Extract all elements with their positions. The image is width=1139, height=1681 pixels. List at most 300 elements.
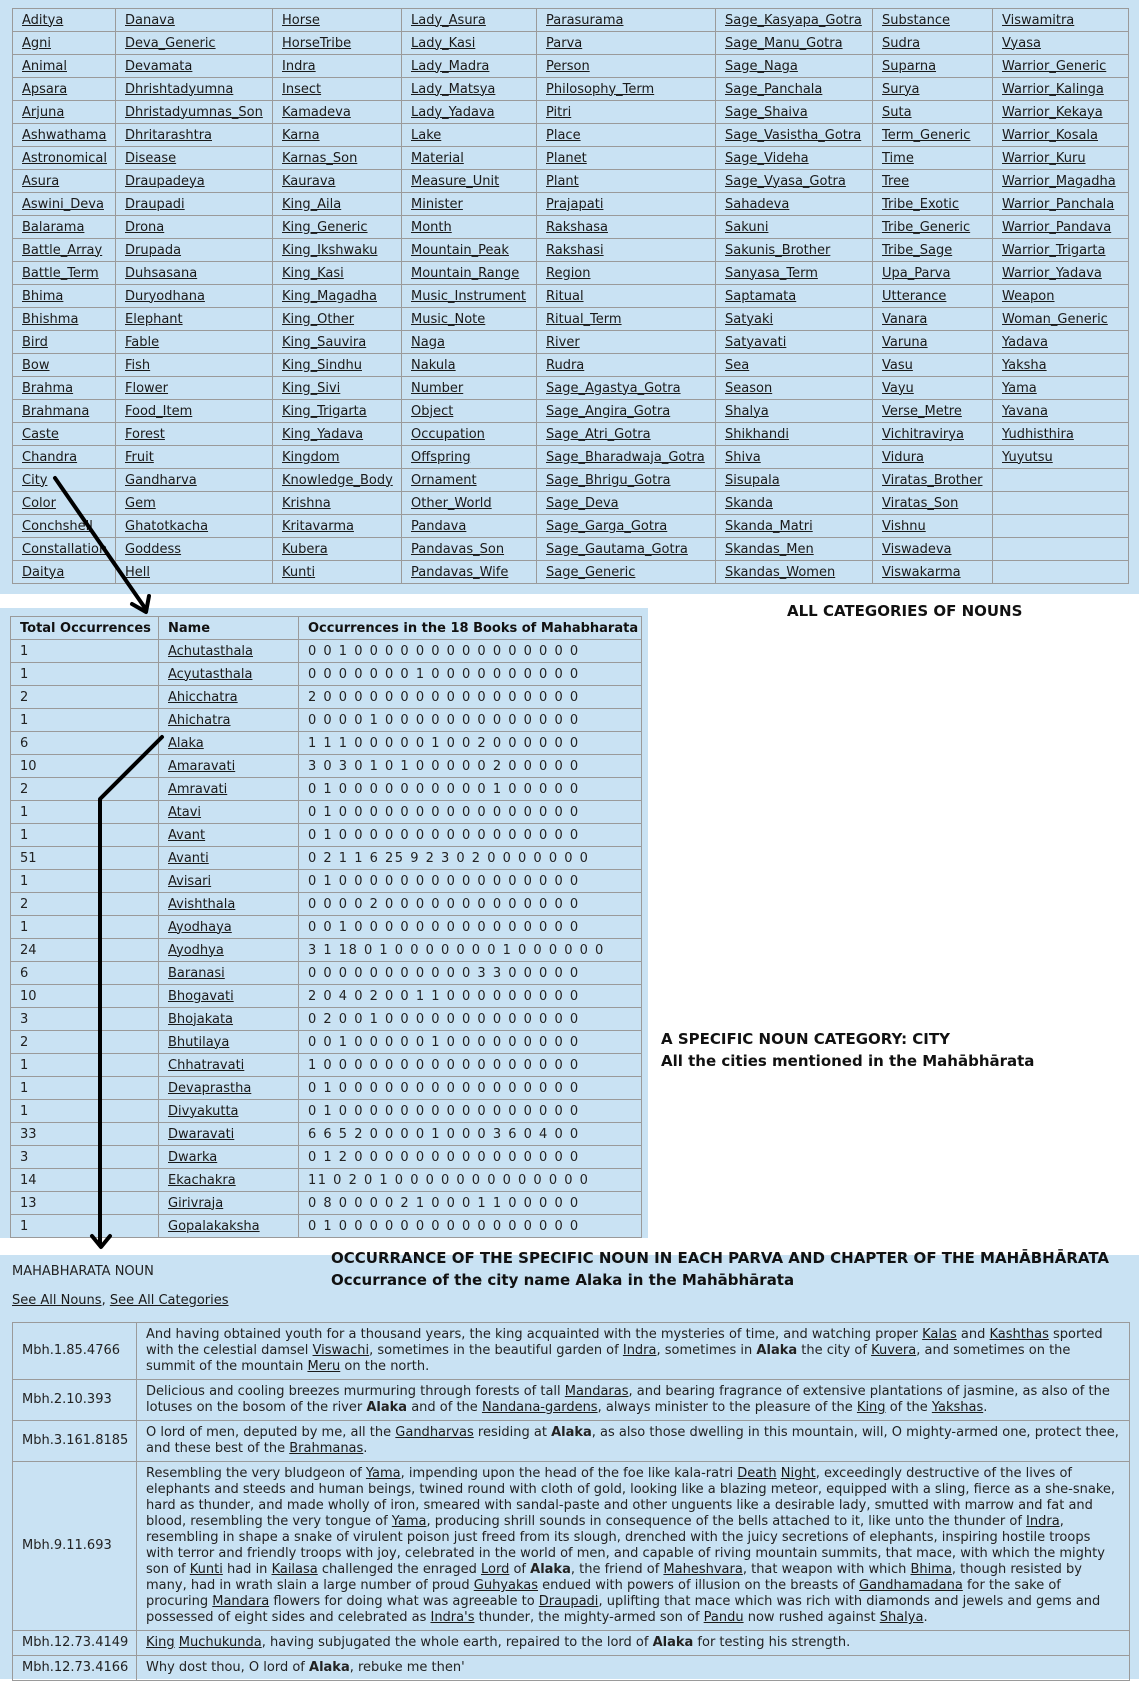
category-link[interactable]: Yama: [1002, 380, 1037, 396]
noun-link[interactable]: Guhyakas: [473, 1578, 539, 1593]
category-link[interactable]: Sage_Shaiva: [725, 104, 808, 120]
category-link[interactable]: Disease: [125, 150, 177, 166]
city-name-link[interactable]: Dwarka: [168, 1149, 218, 1165]
category-link[interactable]: Lady_Asura: [411, 12, 486, 28]
city-name-link[interactable]: Bhutilaya: [168, 1034, 230, 1050]
category-link[interactable]: Skanda_Matri: [725, 518, 813, 534]
city-name-link[interactable]: Ahicchatra: [168, 689, 238, 705]
noun-link[interactable]: Gandhamadana: [859, 1578, 963, 1593]
city-total: 3: [11, 1008, 159, 1031]
city-name-link[interactable]: Avisari: [168, 873, 212, 889]
noun-link[interactable]: Death: [737, 1466, 777, 1481]
category-link[interactable]: Minister: [411, 196, 463, 212]
category-link[interactable]: Sage_Kasyapa_Gotra: [725, 12, 862, 28]
city-name-link[interactable]: Girivraja: [168, 1195, 224, 1211]
category-link[interactable]: Warrior_Yadava: [1002, 265, 1102, 281]
category-link[interactable]: Animal: [22, 58, 67, 74]
noun-link[interactable]: Kunti: [189, 1562, 223, 1577]
category-cell: [873, 32, 993, 55]
category-cell: [716, 285, 873, 308]
text-segment: , though resisted by many, had in wrath slain a large number of proud: [146, 1562, 1082, 1593]
category-link[interactable]: Month: [411, 219, 452, 235]
category-link[interactable]: Dhritarashtra: [125, 127, 213, 143]
category-row: [13, 331, 1129, 354]
category-link[interactable]: Draupadeya: [125, 173, 205, 189]
category-cell: [116, 285, 273, 308]
category-link[interactable]: Elephant: [125, 311, 183, 327]
category-link[interactable]: Constallation: [22, 541, 108, 557]
noun-link[interactable]: Bhima: [910, 1562, 952, 1577]
category-link[interactable]: Horse: [282, 12, 320, 28]
noun-link[interactable]: Pandu: [703, 1610, 744, 1625]
see-all-categories-link[interactable]: See All Categories: [109, 1293, 229, 1308]
category-link[interactable]: Flower: [125, 380, 169, 396]
category-link[interactable]: King_Generic: [282, 219, 368, 235]
category-link[interactable]: Lake: [411, 127, 442, 143]
category-cell: [537, 446, 716, 469]
category-link[interactable]: Daitya: [22, 564, 65, 580]
category-link[interactable]: Vasu: [882, 357, 913, 373]
occurrence-text: [137, 1462, 1130, 1631]
category-link[interactable]: Dhristadyumnas_Son: [125, 104, 263, 120]
category-link[interactable]: Philosophy_Term: [546, 81, 655, 97]
category-link[interactable]: Region: [546, 265, 591, 281]
category-link[interactable]: Plant: [546, 173, 579, 189]
category-link[interactable]: Warrior_Trigarta: [1002, 242, 1106, 258]
category-cell: [273, 239, 402, 262]
category-link[interactable]: Tribe_Sage: [882, 242, 953, 258]
city-total: 1: [11, 1054, 159, 1077]
noun-link[interactable]: King: [856, 1400, 886, 1415]
category-cell: [873, 469, 993, 492]
category-link[interactable]: Substance: [882, 12, 950, 28]
category-link[interactable]: Sakuni: [725, 219, 769, 235]
category-link[interactable]: Varuna: [882, 334, 928, 350]
category-link[interactable]: Warrior_Kekaya: [1002, 104, 1103, 120]
city-name-link[interactable]: Alaka: [168, 735, 204, 751]
category-link[interactable]: Sage_Panchala: [725, 81, 823, 97]
category-link[interactable]: Bhima: [22, 288, 64, 304]
category-link[interactable]: Karna: [282, 127, 320, 143]
category-link[interactable]: Tribe_Exotic: [882, 196, 960, 212]
category-link[interactable]: Danava: [125, 12, 175, 28]
category-link[interactable]: Karnas_Son: [282, 150, 358, 166]
noun-link[interactable]: King: [146, 1635, 175, 1650]
category-link[interactable]: Pandavas_Son: [411, 541, 505, 557]
city-name-link[interactable]: Bhojakata: [168, 1011, 234, 1027]
noun-link[interactable]: Brahmanas: [289, 1441, 364, 1456]
category-link[interactable]: Yudhisthira: [1002, 426, 1074, 442]
city-book-occurrences: 11 0 2 0 1 0 0 0 0 0 0 0 0 0 0 0 0 0: [299, 1169, 642, 1192]
category-link[interactable]: Offspring: [411, 449, 471, 465]
category-link[interactable]: Drupada: [125, 242, 182, 258]
category-link[interactable]: Viswakarma: [882, 564, 961, 580]
category-link[interactable]: Hell: [125, 564, 150, 580]
category-link[interactable]: Bird: [22, 334, 48, 350]
noun-link[interactable]: Yama: [365, 1466, 401, 1481]
noun-link[interactable]: Kuvera: [871, 1343, 917, 1358]
category-link[interactable]: Fruit: [125, 449, 154, 465]
category-link[interactable]: Skanda: [725, 495, 773, 511]
category-link[interactable]: Sage_Gautama_Gotra: [546, 541, 688, 557]
category-link[interactable]: Upa_Parva: [882, 265, 951, 281]
category-link[interactable]: King_Aila: [282, 196, 342, 212]
category-cell: [273, 285, 402, 308]
city-total: 2: [11, 1031, 159, 1054]
noun-link[interactable]: Mandaras: [564, 1384, 629, 1399]
category-cell: [993, 331, 1129, 354]
category-link[interactable]: Sage_Vyasa_Gotra: [725, 173, 846, 189]
category-link[interactable]: Fish: [125, 357, 151, 373]
see-all-nouns-link[interactable]: See All Nouns: [12, 1293, 102, 1308]
category-link[interactable]: Surya: [882, 81, 920, 97]
city-name-link[interactable]: Atavi: [168, 804, 202, 820]
category-link[interactable]: City: [22, 472, 48, 488]
category-link[interactable]: Gem: [125, 495, 156, 511]
category-link[interactable]: Ashwathama: [22, 127, 107, 143]
category-link[interactable]: Bow: [22, 357, 50, 373]
category-link[interactable]: Planet: [546, 150, 587, 166]
noun-link[interactable]: Draupadi: [538, 1594, 599, 1609]
category-cell: [13, 308, 116, 331]
category-link[interactable]: Sisupala: [725, 472, 780, 488]
category-link[interactable]: Music_Note: [411, 311, 486, 327]
category-cell: [537, 377, 716, 400]
noun-link[interactable]: Yakshas: [931, 1400, 984, 1415]
city-name-link[interactable]: Amaravati: [168, 758, 236, 774]
category-link[interactable]: Tribe_Generic: [882, 219, 971, 235]
category-cell: [402, 538, 537, 561]
category-link[interactable]: Sage_Naga: [725, 58, 798, 74]
category-link[interactable]: Ritual: [546, 288, 584, 304]
noun-link[interactable]: Shalya: [879, 1610, 924, 1625]
text-segment: .: [363, 1441, 368, 1456]
city-book-occurrences: 3 1 18 0 1 0 0 0 0 0 0 0 1 0 0 0 0 0 0: [299, 939, 642, 962]
category-cell: [273, 78, 402, 101]
city-name-link[interactable]: Avanti: [168, 850, 209, 866]
category-link[interactable]: Suparna: [882, 58, 937, 74]
city-name-link[interactable]: Avishthala: [168, 896, 236, 912]
category-link[interactable]: Caste: [22, 426, 59, 442]
category-link[interactable]: Agni: [22, 35, 51, 51]
category-cell: [402, 9, 537, 32]
category-link[interactable]: Ghatotkacha: [125, 518, 209, 534]
category-link[interactable]: Duryodhana: [125, 288, 205, 304]
category-link[interactable]: Sanyasa_Term: [725, 265, 818, 281]
category-link[interactable]: Vayu: [882, 380, 914, 396]
category-link[interactable]: Ritual_Term: [546, 311, 622, 327]
category-link[interactable]: Person: [546, 58, 590, 74]
category-link[interactable]: Yuyutsu: [1002, 449, 1053, 465]
category-link[interactable]: Brahma: [22, 380, 74, 396]
category-link[interactable]: Viswadeva: [882, 541, 952, 557]
category-link[interactable]: Deva_Generic: [125, 35, 216, 51]
city-name-link[interactable]: Amravati: [168, 781, 228, 797]
category-link[interactable]: Place: [546, 127, 581, 143]
noun-link[interactable]: Indra: [622, 1343, 657, 1358]
category-link[interactable]: Yadava: [1002, 334, 1048, 350]
category-link[interactable]: Brahmana: [22, 403, 90, 419]
category-link[interactable]: Warrior_Magadha: [1002, 173, 1116, 189]
category-link[interactable]: Weapon: [1002, 288, 1055, 304]
category-link[interactable]: Warrior_Pandava: [1002, 219, 1112, 235]
category-link[interactable]: Sage_Angira_Gotra: [546, 403, 671, 419]
category-link[interactable]: Apsara: [22, 81, 68, 97]
category-link[interactable]: Aswini_Deva: [22, 196, 104, 212]
noun-link[interactable]: Viswachi: [312, 1343, 370, 1358]
city-name-link[interactable]: Avant: [168, 827, 206, 843]
city-name-link[interactable]: Ekachakra: [168, 1172, 236, 1188]
category-link[interactable]: Kubera: [282, 541, 328, 557]
category-link[interactable]: Saptamata: [725, 288, 797, 304]
category-link[interactable]: Skandas_Women: [725, 564, 836, 580]
noun-link[interactable]: Maheshvara: [663, 1562, 743, 1577]
category-link[interactable]: Time: [882, 150, 914, 166]
category-link[interactable]: Yavana: [1002, 403, 1048, 419]
category-link[interactable]: Sage_Videha: [725, 150, 809, 166]
city-name-link[interactable]: Ayodhaya: [168, 919, 232, 935]
category-cell: [273, 400, 402, 423]
city-book-occurrences: 0 0 0 0 1 0 0 0 0 0 0 0 0 0 0 0 0 0: [299, 709, 642, 732]
category-link[interactable]: Utterance: [882, 288, 947, 304]
category-link[interactable]: Kamadeva: [282, 104, 351, 120]
category-link[interactable]: Nakula: [411, 357, 456, 373]
category-link[interactable]: Insect: [282, 81, 322, 97]
category-link[interactable]: Woman_Generic: [1002, 311, 1108, 327]
category-link[interactable]: Fable: [125, 334, 160, 350]
city-name-link[interactable]: Ayodhya: [168, 942, 224, 958]
city-row: [11, 1169, 642, 1192]
category-link[interactable]: Aditya: [22, 12, 64, 28]
category-link[interactable]: Warrior_Kosala: [1002, 127, 1099, 143]
category-link[interactable]: Knowledge_Body: [282, 472, 393, 488]
category-link[interactable]: Viswamitra: [1002, 12, 1075, 28]
category-link[interactable]: Naga: [411, 334, 445, 350]
category-link[interactable]: Rudra: [546, 357, 585, 373]
category-link[interactable]: Sudra: [882, 35, 921, 51]
category-link[interactable]: King_Trigarta: [282, 403, 367, 419]
category-link[interactable]: Kaurava: [282, 173, 336, 189]
noun-link[interactable]: Indra: [1026, 1514, 1060, 1529]
category-link[interactable]: Gandharva: [125, 472, 197, 488]
category-link[interactable]: Forest: [125, 426, 165, 442]
category-link[interactable]: Sage_Garga_Gotra: [546, 518, 668, 534]
city-row: [11, 1077, 642, 1100]
category-link[interactable]: Chandra: [22, 449, 78, 465]
category-link[interactable]: Food_Item: [125, 403, 193, 419]
city-name-link[interactable]: Ahichatra: [168, 712, 231, 728]
category-link[interactable]: Ornament: [411, 472, 477, 488]
text-segment: now rushed against: [743, 1610, 880, 1625]
category-link[interactable]: Sage_Deva: [546, 495, 619, 511]
category-link[interactable]: Sahadeva: [725, 196, 790, 212]
category-cell: [402, 193, 537, 216]
category-cell: [273, 9, 402, 32]
city-name-link[interactable]: Acyutasthala: [168, 666, 253, 682]
category-link[interactable]: Yaksha: [1002, 357, 1047, 373]
occurrence-row: [13, 1631, 1130, 1656]
city-total: 1: [11, 916, 159, 939]
category-link[interactable]: Astronomical: [22, 150, 107, 166]
category-link[interactable]: Music_Instrument: [411, 288, 527, 304]
category-cell: [873, 101, 993, 124]
noun-link[interactable]: Nandana-gardens: [481, 1400, 598, 1415]
category-link[interactable]: Mountain_Peak: [411, 242, 509, 258]
city-name-link[interactable]: Devaprastha: [168, 1080, 252, 1096]
category-link[interactable]: Arjuna: [22, 104, 65, 120]
category-link[interactable]: Battle_Term: [22, 265, 99, 281]
category-link[interactable]: Rakshasa: [546, 219, 608, 235]
category-link[interactable]: Parasurama: [546, 12, 624, 28]
city-book-occurrences: 0 1 0 0 0 0 0 0 0 0 0 0 1 0 0 0 0 0: [299, 778, 642, 801]
category-link[interactable]: Vichitravirya: [882, 426, 964, 442]
category-link[interactable]: Prajapati: [546, 196, 604, 212]
category-link[interactable]: King_Sindhu: [282, 357, 362, 373]
city-name-link[interactable]: Dwaravati: [168, 1126, 235, 1142]
category-link[interactable]: Shikhandi: [725, 426, 789, 442]
category-link[interactable]: King_Kasi: [282, 265, 344, 281]
category-link[interactable]: Sage_Agastya_Gotra: [546, 380, 681, 396]
category-link[interactable]: Sage_Bharadwaja_Gotra: [546, 449, 705, 465]
category-link[interactable]: Kunti: [282, 564, 316, 580]
category-cell: [716, 308, 873, 331]
noun-link[interactable]: Night: [780, 1466, 816, 1481]
category-link[interactable]: Verse_Metre: [882, 403, 962, 419]
category-link[interactable]: Skandas_Men: [725, 541, 814, 557]
category-link[interactable]: King_Yadava: [282, 426, 364, 442]
category-link[interactable]: Term_Generic: [882, 127, 971, 143]
category-link[interactable]: Vanara: [882, 311, 928, 327]
noun-link[interactable]: Kalas: [922, 1327, 957, 1342]
city-name-link[interactable]: Gopalakaksha: [168, 1218, 260, 1234]
noun-link[interactable]: Meru: [307, 1359, 341, 1374]
text-segment: Why dost thou, O lord of: [146, 1660, 310, 1675]
category-link[interactable]: Krishna: [282, 495, 331, 511]
noun-link[interactable]: Kashthas: [989, 1327, 1049, 1342]
category-link[interactable]: Pitri: [546, 104, 572, 120]
category-link[interactable]: Rakshasi: [546, 242, 604, 258]
city-name-link[interactable]: Baranasi: [168, 965, 225, 981]
category-link[interactable]: Warrior_Kuru: [1002, 150, 1086, 166]
category-link[interactable]: King_Magadha: [282, 288, 377, 304]
category-link[interactable]: Vyasa: [1002, 35, 1041, 51]
category-link[interactable]: Balarama: [22, 219, 85, 235]
category-link[interactable]: Duhsasana: [125, 265, 198, 281]
category-link[interactable]: Season: [725, 380, 773, 396]
category-link[interactable]: Suta: [882, 104, 912, 120]
city-name-link[interactable]: Divyakutta: [168, 1103, 239, 1119]
category-link[interactable]: Measure_Unit: [411, 173, 500, 189]
city-total: 1: [11, 824, 159, 847]
city-total: 1: [11, 709, 159, 732]
category-link[interactable]: Conchshell: [22, 518, 93, 534]
category-cell: [273, 492, 402, 515]
category-link[interactable]: Sea: [725, 357, 750, 373]
category-cell: [116, 423, 273, 446]
category-link[interactable]: Number: [411, 380, 464, 396]
category-link[interactable]: Viratas_Son: [882, 495, 959, 511]
category-link[interactable]: Object: [411, 403, 454, 419]
category-link[interactable]: Pandava: [411, 518, 467, 534]
noun-link[interactable]: Kailasa: [271, 1562, 318, 1577]
category-cell: [716, 147, 873, 170]
category-link[interactable]: Pandavas_Wife: [411, 564, 509, 580]
category-cell: [716, 469, 873, 492]
noun-link[interactable]: Mandara: [212, 1594, 270, 1609]
category-link[interactable]: Warrior_Kalinga: [1002, 81, 1104, 97]
category-link[interactable]: Occupation: [411, 426, 485, 442]
noun-link[interactable]: Lord: [481, 1562, 510, 1577]
noun-link[interactable]: Gandharvas: [395, 1425, 474, 1440]
category-row: [13, 124, 1129, 147]
category-link[interactable]: Sakunis_Brother: [725, 242, 831, 258]
category-link[interactable]: King_Sauvira: [282, 334, 367, 350]
category-link[interactable]: Satyaki: [725, 311, 774, 327]
category-link[interactable]: Lady_Yadava: [411, 104, 495, 120]
category-link[interactable]: Sage_Bhrigu_Gotra: [546, 472, 671, 488]
category-link[interactable]: Shiva: [725, 449, 761, 465]
city-row: [11, 801, 642, 824]
category-link[interactable]: River: [546, 334, 580, 350]
category-link[interactable]: Lady_Kasi: [411, 35, 476, 51]
noun-link[interactable]: Yama: [391, 1514, 427, 1529]
category-cell: [273, 423, 402, 446]
category-link[interactable]: King_Ikshwaku: [282, 242, 378, 258]
text-segment: , producing shrill sounds in consequence of the bells attached to it, like unto the thunder of: [426, 1514, 1027, 1529]
category-link[interactable]: King_Sivi: [282, 380, 341, 396]
category-link[interactable]: Shalya: [725, 403, 769, 419]
category-link[interactable]: King_Other: [282, 311, 355, 327]
category-link[interactable]: Devamata: [125, 58, 193, 74]
category-link[interactable]: Other_World: [411, 495, 492, 511]
category-link[interactable]: Sage_Manu_Gotra: [725, 35, 843, 51]
category-link[interactable]: Color: [22, 495, 56, 511]
category-link[interactable]: Warrior_Panchala: [1002, 196, 1115, 212]
category-link[interactable]: Satyavati: [725, 334, 787, 350]
category-link[interactable]: Vidura: [882, 449, 925, 465]
category-link[interactable]: Material: [411, 150, 464, 166]
category-link[interactable]: Warrior_Generic: [1002, 58, 1107, 74]
category-link[interactable]: Goddess: [125, 541, 182, 557]
category-link[interactable]: Sage_Vasistha_Gotra: [725, 127, 862, 143]
category-link[interactable]: Battle_Array: [22, 242, 103, 258]
category-link[interactable]: Draupadi: [125, 196, 185, 212]
category-link[interactable]: Tree: [882, 173, 910, 189]
category-link[interactable]: Indra: [282, 58, 316, 74]
category-link[interactable]: Kritavarma: [282, 518, 354, 534]
city-name-link[interactable]: Chhatravati: [168, 1057, 245, 1073]
city-name-link[interactable]: Achutasthala: [168, 643, 254, 659]
category-link[interactable]: Drona: [125, 219, 165, 235]
category-link[interactable]: Sage_Generic: [546, 564, 636, 580]
category-link[interactable]: Mountain_Range: [411, 265, 520, 281]
category-link[interactable]: HorseTribe: [282, 35, 352, 51]
city-book-occurrences: 1 0 0 0 0 0 0 0 0 0 0 0 0 0 0 0 0 0: [299, 1054, 642, 1077]
category-link[interactable]: Dhrishtadyumna: [125, 81, 234, 97]
category-link[interactable]: Viratas_Brother: [882, 472, 983, 488]
city-name-link[interactable]: Bhogavati: [168, 988, 234, 1004]
noun-link[interactable]: Muchukunda: [178, 1635, 262, 1650]
category-link[interactable]: Parva: [546, 35, 583, 51]
category-link[interactable]: Asura: [22, 173, 60, 189]
category-link[interactable]: Kingdom: [282, 449, 340, 465]
category-link[interactable]: Bhishma: [22, 311, 79, 327]
category-link[interactable]: Vishnu: [882, 518, 926, 534]
category-link[interactable]: Lady_Madra: [411, 58, 490, 74]
category-link[interactable]: Sage_Atri_Gotra: [546, 426, 651, 442]
noun-link[interactable]: Indra's: [430, 1610, 475, 1625]
category-link[interactable]: Lady_Matsya: [411, 81, 496, 97]
